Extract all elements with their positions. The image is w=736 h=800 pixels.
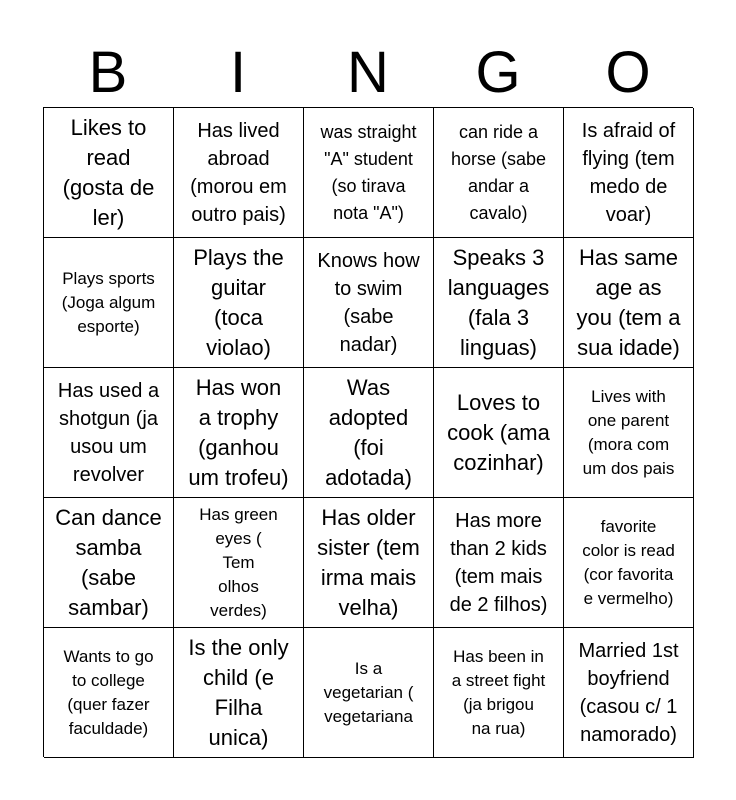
bingo-cell-r3-c2[interactable] bbox=[174, 368, 304, 498]
bingo-cell-r4-c3[interactable] bbox=[304, 498, 434, 628]
bingo-cell-r5-c5[interactable] bbox=[564, 628, 694, 758]
bingo-cell-r4-c5[interactable] bbox=[564, 498, 694, 628]
cell-text: Has older sister (tem irma mais velha) bbox=[317, 504, 420, 620]
cell-text: favorite color is read (cor favorita e vermelho) bbox=[582, 516, 675, 608]
bingo-cell-r3-c3[interactable] bbox=[304, 368, 434, 498]
bingo-cell-r1-c5[interactable] bbox=[564, 108, 694, 238]
bingo-cell-r5-c1[interactable] bbox=[44, 628, 174, 758]
bingo-cell-r3-c5[interactable] bbox=[564, 368, 694, 498]
cell-text: Has lived abroad (morou em outro pais) bbox=[190, 119, 287, 226]
header-letter-b: B bbox=[88, 40, 128, 105]
cell-text: Has green eyes ( Tem olhos verdes) bbox=[199, 504, 278, 620]
bingo-cell-r2-c1[interactable] bbox=[44, 238, 174, 368]
cell-text: Speaks 3 languages (fala 3 linguas) bbox=[447, 244, 550, 360]
bingo-cell-r5-c4[interactable] bbox=[434, 628, 564, 758]
bingo-cell-r2-c3[interactable] bbox=[304, 238, 434, 368]
cell-text: Is the only child (e Filha unica) bbox=[188, 634, 289, 750]
bingo-cell-r4-c4[interactable] bbox=[434, 498, 564, 628]
cell-text: Plays sports (Joga algum esporte) bbox=[61, 268, 156, 336]
cell-text: Has same age as you (tem a sua idade) bbox=[576, 244, 681, 360]
header-letter-o: O bbox=[605, 40, 651, 105]
cell-text: Was adopted (foi adotada) bbox=[325, 374, 412, 490]
cell-text: Lives with one parent (mora com um dos pais bbox=[582, 386, 675, 478]
bingo-cell-r4-c1[interactable] bbox=[44, 498, 174, 628]
bingo-cell-r5-c2[interactable] bbox=[174, 628, 304, 758]
cell-text: Has used a shotgun (ja usou um revolver bbox=[57, 379, 160, 486]
cell-text: Is a vegetarian ( vegetariana bbox=[323, 658, 414, 726]
bingo-cell-r4-c2[interactable] bbox=[174, 498, 304, 628]
cell-text: Knows how to swim (sabe nadar) bbox=[317, 249, 420, 356]
bingo-cell-r1-c1[interactable] bbox=[44, 108, 174, 238]
bingo-cell-r1-c4[interactable] bbox=[434, 108, 564, 238]
cell-text: Loves to cook (ama cozinhar) bbox=[447, 389, 550, 475]
cell-text: can ride a horse (sabe andar a cavalo) bbox=[450, 121, 547, 223]
bingo-cell-r3-c4[interactable] bbox=[434, 368, 564, 498]
bingo-cell-r2-c2[interactable] bbox=[174, 238, 304, 368]
header-letter-n: N bbox=[347, 40, 389, 105]
bingo-header bbox=[43, 40, 693, 106]
cell-text: Wants to go to college (quer fazer faculdade) bbox=[63, 646, 154, 738]
cell-text: Plays the guitar (toca violao) bbox=[193, 244, 284, 360]
bingo-cell-r5-c3[interactable] bbox=[304, 628, 434, 758]
cell-text: Has more than 2 kids (tem mais de 2 filhos) bbox=[449, 509, 548, 616]
cell-text: was straight "A" student (so tirava nota "A") bbox=[320, 121, 417, 223]
bingo-cell-r1-c2[interactable] bbox=[174, 108, 304, 238]
bingo-cell-r3-c1[interactable] bbox=[44, 368, 174, 498]
cell-text: Has been in a street fight (ja brigou na rua) bbox=[451, 646, 546, 738]
header-letter-i: I bbox=[229, 40, 247, 105]
bingo-cell-r2-c4[interactable] bbox=[434, 238, 564, 368]
cell-text: Is afraid of flying (tem medo de voar) bbox=[581, 119, 676, 226]
header-letter-g: G bbox=[475, 40, 521, 105]
cell-text: Can dance samba (sabe sambar) bbox=[55, 504, 162, 620]
bingo-cell-r1-c3[interactable] bbox=[304, 108, 434, 238]
cell-text: Married 1st boyfriend (casou c/ 1 namorado) bbox=[578, 639, 679, 746]
cell-text: Likes to read (gosta de ler) bbox=[62, 114, 155, 230]
bingo-card-grid bbox=[43, 107, 693, 757]
bingo-cell-r2-c5[interactable] bbox=[564, 238, 694, 368]
cell-text: Has won a trophy (ganhou um trofeu) bbox=[188, 374, 289, 490]
